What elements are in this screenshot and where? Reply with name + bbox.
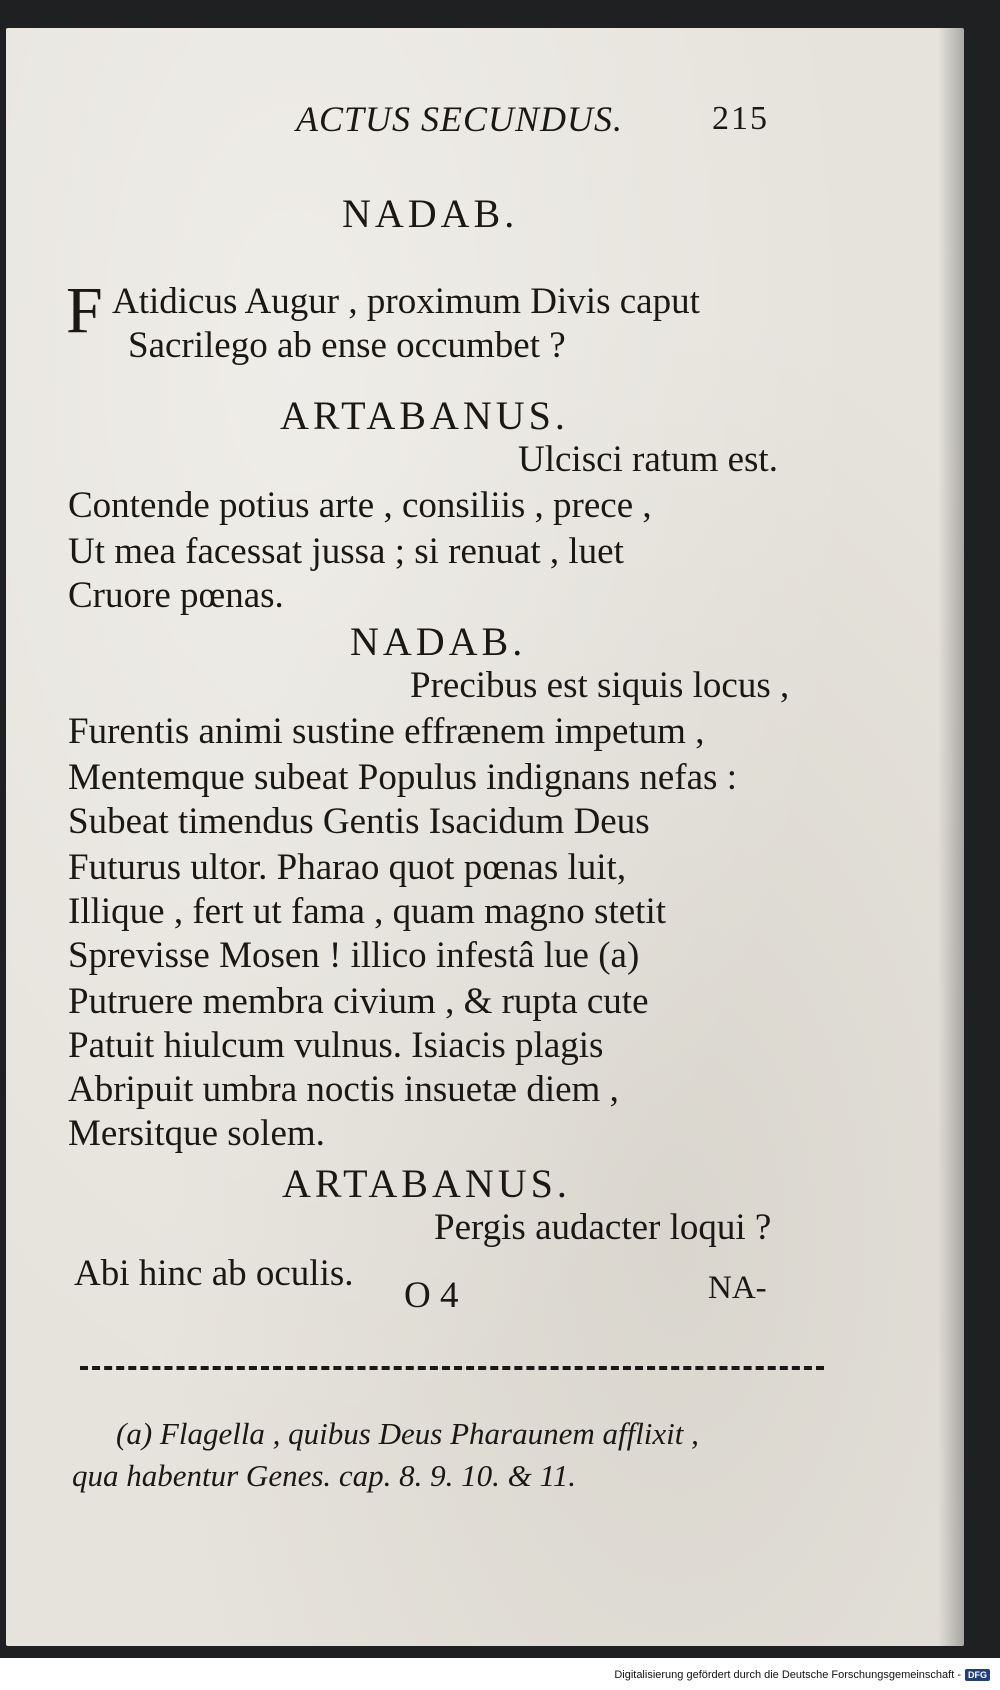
verse-line: Patuit hiulcum vulnus. Isiacis plagis (68, 1025, 604, 1066)
speaker-artabanus-1: ARTABANUS. (280, 393, 569, 438)
verse-line: Ut mea facessat jussa ; si renuat , luet (68, 531, 624, 572)
verse-line: Subeat timendus Gentis Isacidum Deus (68, 801, 650, 842)
verse-line: Ulcisci ratum est. (518, 439, 778, 480)
verse-line: Furentis animi sustine effrænem impetum , (68, 711, 705, 752)
verse-line: Abripuit umbra noctis insuetæ diem , (68, 1069, 619, 1110)
signature-mark: O 4 (404, 1275, 459, 1316)
footnote-rule (80, 1366, 824, 1370)
verse-line: Sacrilego ab ense occumbet ? (128, 325, 566, 366)
dfg-logo: DFG (965, 1669, 990, 1681)
credit-text: Digitalisierung gefördert durch die Deutsche Forschungsgemeinschaft - (614, 1669, 961, 1681)
drop-cap: F (66, 274, 103, 347)
verse-line: Illique , fert ut fama , quam magno stetit (68, 891, 666, 932)
verse-line: Precibus est siquis locus , (410, 665, 790, 706)
speaker-nadab-2: NADAB. (350, 619, 527, 664)
running-header: ACTUS SECUNDUS. (296, 99, 624, 139)
digitization-credit (614, 1669, 990, 1681)
verse-line: Atidicus Augur , proximum Divis caput (112, 281, 700, 322)
verse-line: Mentemque subeat Populus indignans nefas : (68, 757, 737, 798)
speaker-nadab-1: NADAB. (342, 191, 519, 236)
verse-line: Contende potius arte , consiliis , prece , (68, 485, 652, 526)
page-gutter-shadow (938, 28, 964, 1646)
speaker-artabanus-2: ARTABANUS. (282, 1161, 571, 1206)
page-number: 215 (712, 100, 769, 137)
verse-line: Cruore pœnas. (68, 575, 284, 616)
verse-line: Futurus ultor. Pharao quot pœnas luit, (68, 847, 627, 888)
verse-line: Abi hinc ab oculis. (74, 1253, 354, 1294)
verse-line: Putruere membra civium , & rupta cute (68, 981, 649, 1022)
verse-line: Sprevisse Mosen ! illico infestâ lue (a) (68, 935, 640, 976)
verse-line: Mersitque solem. (68, 1113, 325, 1154)
footnote-line: (a) Flagella , quibus Deus Pharaunem afflixit , (116, 1416, 699, 1451)
verse-line: Pergis audacter loqui ? (434, 1207, 772, 1248)
catchword: NA- (708, 1270, 767, 1306)
footnote-line: qua habentur Genes. cap. 8. 9. 10. & 11. (72, 1458, 576, 1493)
